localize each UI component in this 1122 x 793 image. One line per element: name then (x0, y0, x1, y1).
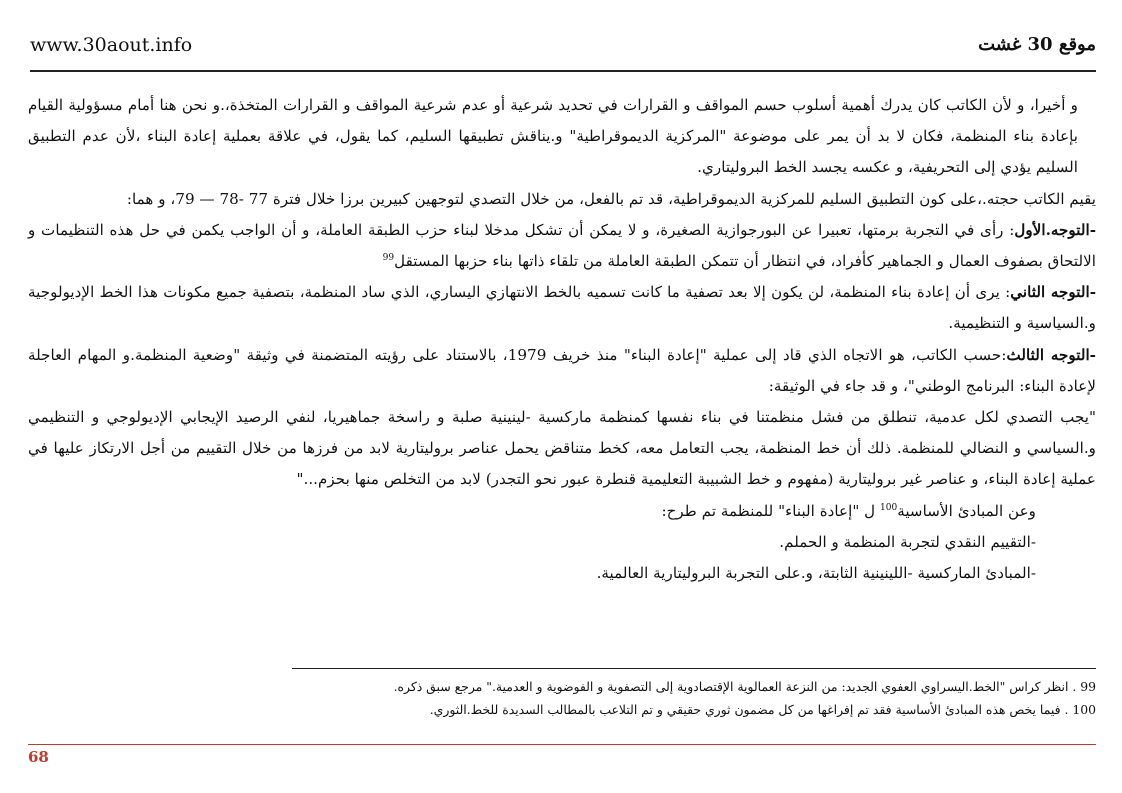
tendency-2-text: : يرى أن إعادة بناء المنظمة، لن يكون إلا بعد تصفية ما كانت تسميه بالخط الانتهازي اليساري، الذي ساد المنظمة، بتصفية جميع مكونات هذا الخط الإديولوجية و.السياسية و التنظيمية. (28, 283, 1096, 333)
tendency-3-heading: -التوجه الثالث (1006, 345, 1096, 364)
paragraph-tendency-2 (28, 277, 1096, 339)
footnotes (292, 668, 1096, 721)
page-header (30, 30, 1096, 72)
tendency-1-heading: -التوجه.الأول (1014, 220, 1096, 239)
list-item-2: -المبادئ الماركسية -اللينينية الثابتة، و.على التجربة البروليتارية العالمية. (596, 564, 1036, 583)
paragraph-principles (28, 496, 1096, 527)
tendency-1-text: : رأى في التجربة برمتها، تعبيرا عن البورجوازية الصغيرة، و لا يمكن أن تشكل مدخلا لبناء حزب الطبقة العاملة، و أن الواجب يكمن في حل هذه التنظيمات و الالتحاق بصفوف العمال و الجماهير كأفراد، في انتظار أن تتمكن الطبقة العاملة من تلقاء ذاتها بناء حزبها المستقل (28, 220, 1096, 271)
footnote-ref-100: 100 (880, 502, 898, 513)
principles-text-b: ل "إعادة البناء" للمنظمة تم طرح: (661, 501, 881, 520)
footer-divider (28, 744, 1096, 745)
quotation: "يجب التصدي لكل عدمية، تنطلق من فشل منظمتنا في بناء نفسها كمنظمة ماركسية -لينينية صلبة و راسخة جماهيريا، لنفي الرصيد الإيجابي الإديولوجي و التنظيمي و.السياسي و النضالي للمنظمة. ذلك أن خط المنظمة، يجب التعامل معه، كخط متناقض يحمل عناصر بروليتارية لابد من فرزها من خلال التقييم من أجل الارتكاز عليها في عملية إعادة البناء، و عناصر غير بروليتارية (مفهوم و خط الشبيبة التعليمية قنطرة عبور نحو التجدر) لابد من التخلص منها بحزم..." (28, 408, 1096, 489)
site-url: www.30aout.info (30, 34, 193, 56)
principles-text-a: وعن المبادئ الأساسية (897, 501, 1036, 520)
footnote-ref-99: 99 (382, 252, 395, 263)
page-number: 68 (28, 748, 49, 766)
list-item-1: -التقييم النقدي لتجربة المنظمة و الحملم. (779, 532, 1036, 551)
paragraph-tendency-1 (28, 215, 1096, 277)
header-title: موقع 30 غشت (978, 34, 1096, 55)
paragraph-argument: يقيم الكاتب حجته.،على كون التطبيق السليم للمركزية الديموقراطية، قد تم بالفعل، من خلال التصدي لتوجهين كبيرين برزا خلال فترة 77 -78 — 79، و هما: (126, 189, 1096, 208)
footnote-99: 99 . انظر كراس "الخط.اليسراوي العفوي الجديد: من النزعة العمالوية الإقتصادوية إلى التصفوية و الفوضوية و العدمية." مرجع سبق ذكره. (393, 679, 1096, 694)
tendency-3-text: :حسب الكاتب، هو الاتجاه الذي قاد إلى عملية "إعادة البناء" منذ خريف 1979، بالاستناد على رؤيته المتضمنة في وثيقة "وضعية المنظمة.و المهام العاجلة لإعادة البناء: البرنامج الوطني"، و قد جاء في الوثيقة: (28, 345, 1096, 395)
paragraph-intro: و أخيرا، و لأن الكاتب كان يدرك أهمية أسلوب حسم المواقف و القرارات في تحديد شرعية أو عدم شرعية المواقف و القرارات المتخذة،.و نحن هنا أمام مسؤولية القيام بإعادة بناء المنظمة، فكان لا بد أن يمر على موضوعة "المركزية الديموقراطية" و.يناقش تطبيقها السليم، كما يقول، في علاقة بعملية إعادة البناء ،لأن عدم التطبيق السليم يؤدي إلى التحريفية، و عكسه يجسد الخط البروليتاري. (28, 96, 1078, 177)
tendency-2-heading: -التوجه الثاني (1010, 283, 1096, 302)
footnote-100: 100 . فيما يخص هذه المبادئ الأساسية فقد تم إفراغها من كل مضمون ثوري حقيقي و تم التلاعب بالمطالب السديدة للخط.الثوري. (429, 702, 1096, 717)
paragraph-tendency-3 (28, 340, 1096, 402)
body-text (28, 90, 1096, 589)
